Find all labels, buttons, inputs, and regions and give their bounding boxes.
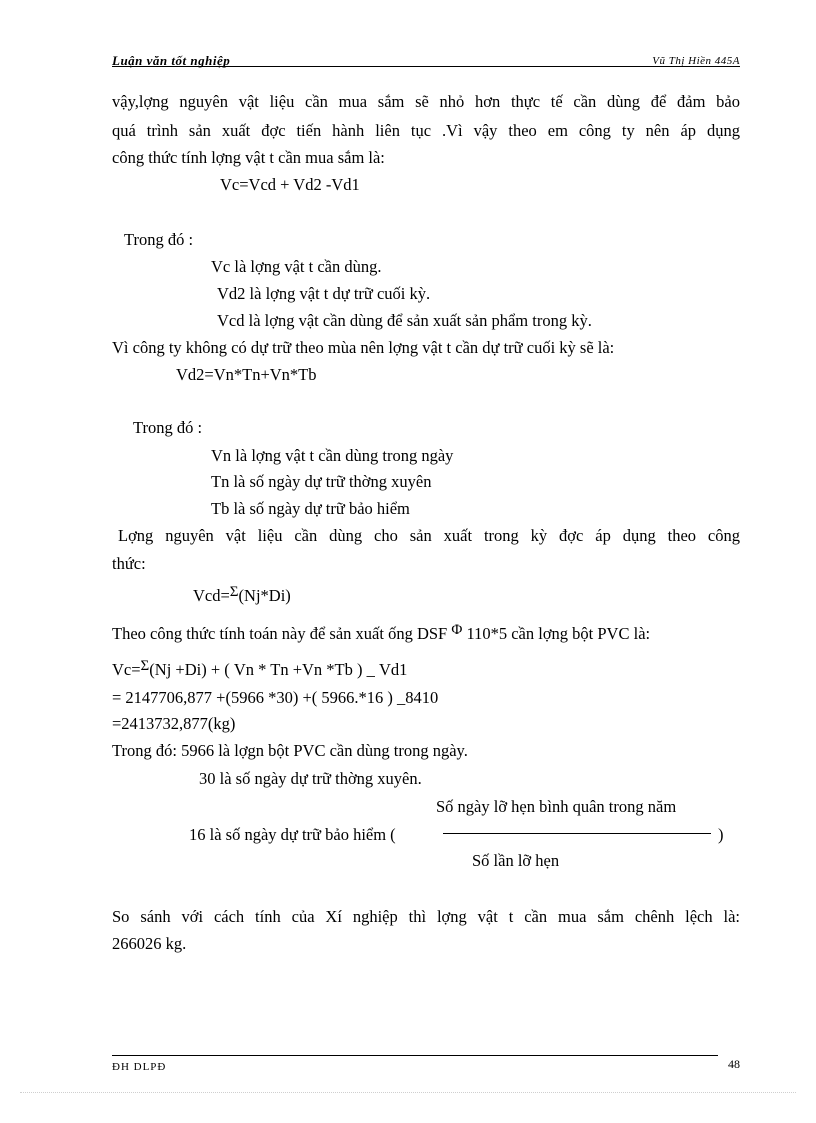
formula-vcd-suffix: (Nj*Di) <box>238 586 291 605</box>
calculation-result: =2413732,877(kg) <box>112 714 236 733</box>
where-label-1: Trong đó : <box>124 230 194 249</box>
definition-tn: Tn là số ngày dự trữ thờng xuyên <box>211 472 432 491</box>
calculation-suffix: (Nj +Di) + ( Vn * Tn +Vn *Tb ) _ Vd1 <box>149 660 408 679</box>
formula-vcd-prefix: Vcd= <box>193 586 230 605</box>
calculation-line-2: = 2147706,877 +(5966 *30) +( 5966.*16 ) _8410 <box>112 688 439 707</box>
paragraph-1-line-3: công thức tính lợng vật t cần mua sắm là: <box>112 148 385 167</box>
footer-school: ĐH DLPĐ <box>112 1061 167 1073</box>
paragraph-5-line-1: So sánh với cách tính của Xí nghiệp thì lợng vật t cần mua sắm chênh lệch là: <box>112 907 740 926</box>
paragraph-3-line-1: Lợng nguyên vật liệu cần dùng cho sản xuất trong kỳ đợc áp dụng theo công <box>118 526 740 545</box>
note-30: 30 là số ngày dự trữ thờng xuyên. <box>199 769 422 788</box>
paragraph-1-line-2: quá trình sản xuất đợc tiến hành liên tục .Vì vậy theo em công ty nên áp dụng <box>112 121 740 140</box>
paragraph-4-prefix: Theo công thức tính toán này để sản xuất ống DSF <box>112 624 448 643</box>
calculation-line-1 <box>112 660 407 681</box>
where-label-2: Trong đó : <box>133 418 203 437</box>
definition-vn: Vn là lợng vật t cần dùng trong ngày <box>211 446 454 465</box>
note-16: 16 là số ngày dự trữ bảo hiểm ( <box>189 825 396 844</box>
definition-vc: Vc là lợng vật t cần dùng. <box>211 257 382 276</box>
page-edge-dots <box>20 1092 796 1093</box>
definition-vcd: Vcd là lợng vật cần dùng để sản xuất sản phẩm trong kỳ. <box>217 311 592 330</box>
paragraph-1-line-1: vậy,lợng nguyên vật liệu cần mua sắm sẽ nhỏ hơn thực tế cần dùng để đảm bảo <box>112 92 740 111</box>
sigma-symbol: Σ <box>229 584 239 600</box>
calculation-prefix: Vc= <box>112 660 141 679</box>
paragraph-5-line-2: 266026 kg. <box>112 934 187 953</box>
paragraph-3-line-2: thức: <box>112 554 146 573</box>
footer-rule <box>112 1055 718 1056</box>
fraction-denominator: Số lần lỡ hẹn <box>472 851 560 870</box>
formula-vc: Vc=Vcd + Vd2 -Vd1 <box>220 175 360 194</box>
fraction-numerator: Số ngày lỡ hẹn bình quân trong năm <box>436 797 677 816</box>
note-5966: Trong đó: 5966 là lợgn bột PVC cần dùng trong ngày. <box>112 741 468 760</box>
phi-symbol: Φ <box>451 622 463 638</box>
header-title: Luận văn tốt nghiệp <box>112 53 231 68</box>
paragraph-4-suffix: 110*5 cần lợng bột PVC là: <box>466 624 651 643</box>
page-number: 48 <box>728 1057 740 1071</box>
formula-vd2: Vd2=Vn*Tn+Vn*Tb <box>176 365 317 384</box>
paragraph-4 <box>112 624 650 645</box>
paragraph-2: Vì công ty không có dự trữ theo mùa nên lợng vật t cần dự trữ cuối kỳ sẽ là: <box>112 338 615 357</box>
header-rule <box>112 66 740 67</box>
header-author: Vũ Thị Hiền 445A <box>652 55 740 67</box>
sigma-symbol-2: Σ <box>140 658 150 674</box>
definition-vd2: Vd2 là lợng vật t dự trữ cuối kỳ. <box>217 284 431 303</box>
closing-paren: ) <box>718 825 724 844</box>
formula-vcd <box>193 586 291 607</box>
definition-tb: Tb là số ngày dự trữ bảo hiểm <box>211 499 410 518</box>
fraction-bar <box>443 833 711 834</box>
